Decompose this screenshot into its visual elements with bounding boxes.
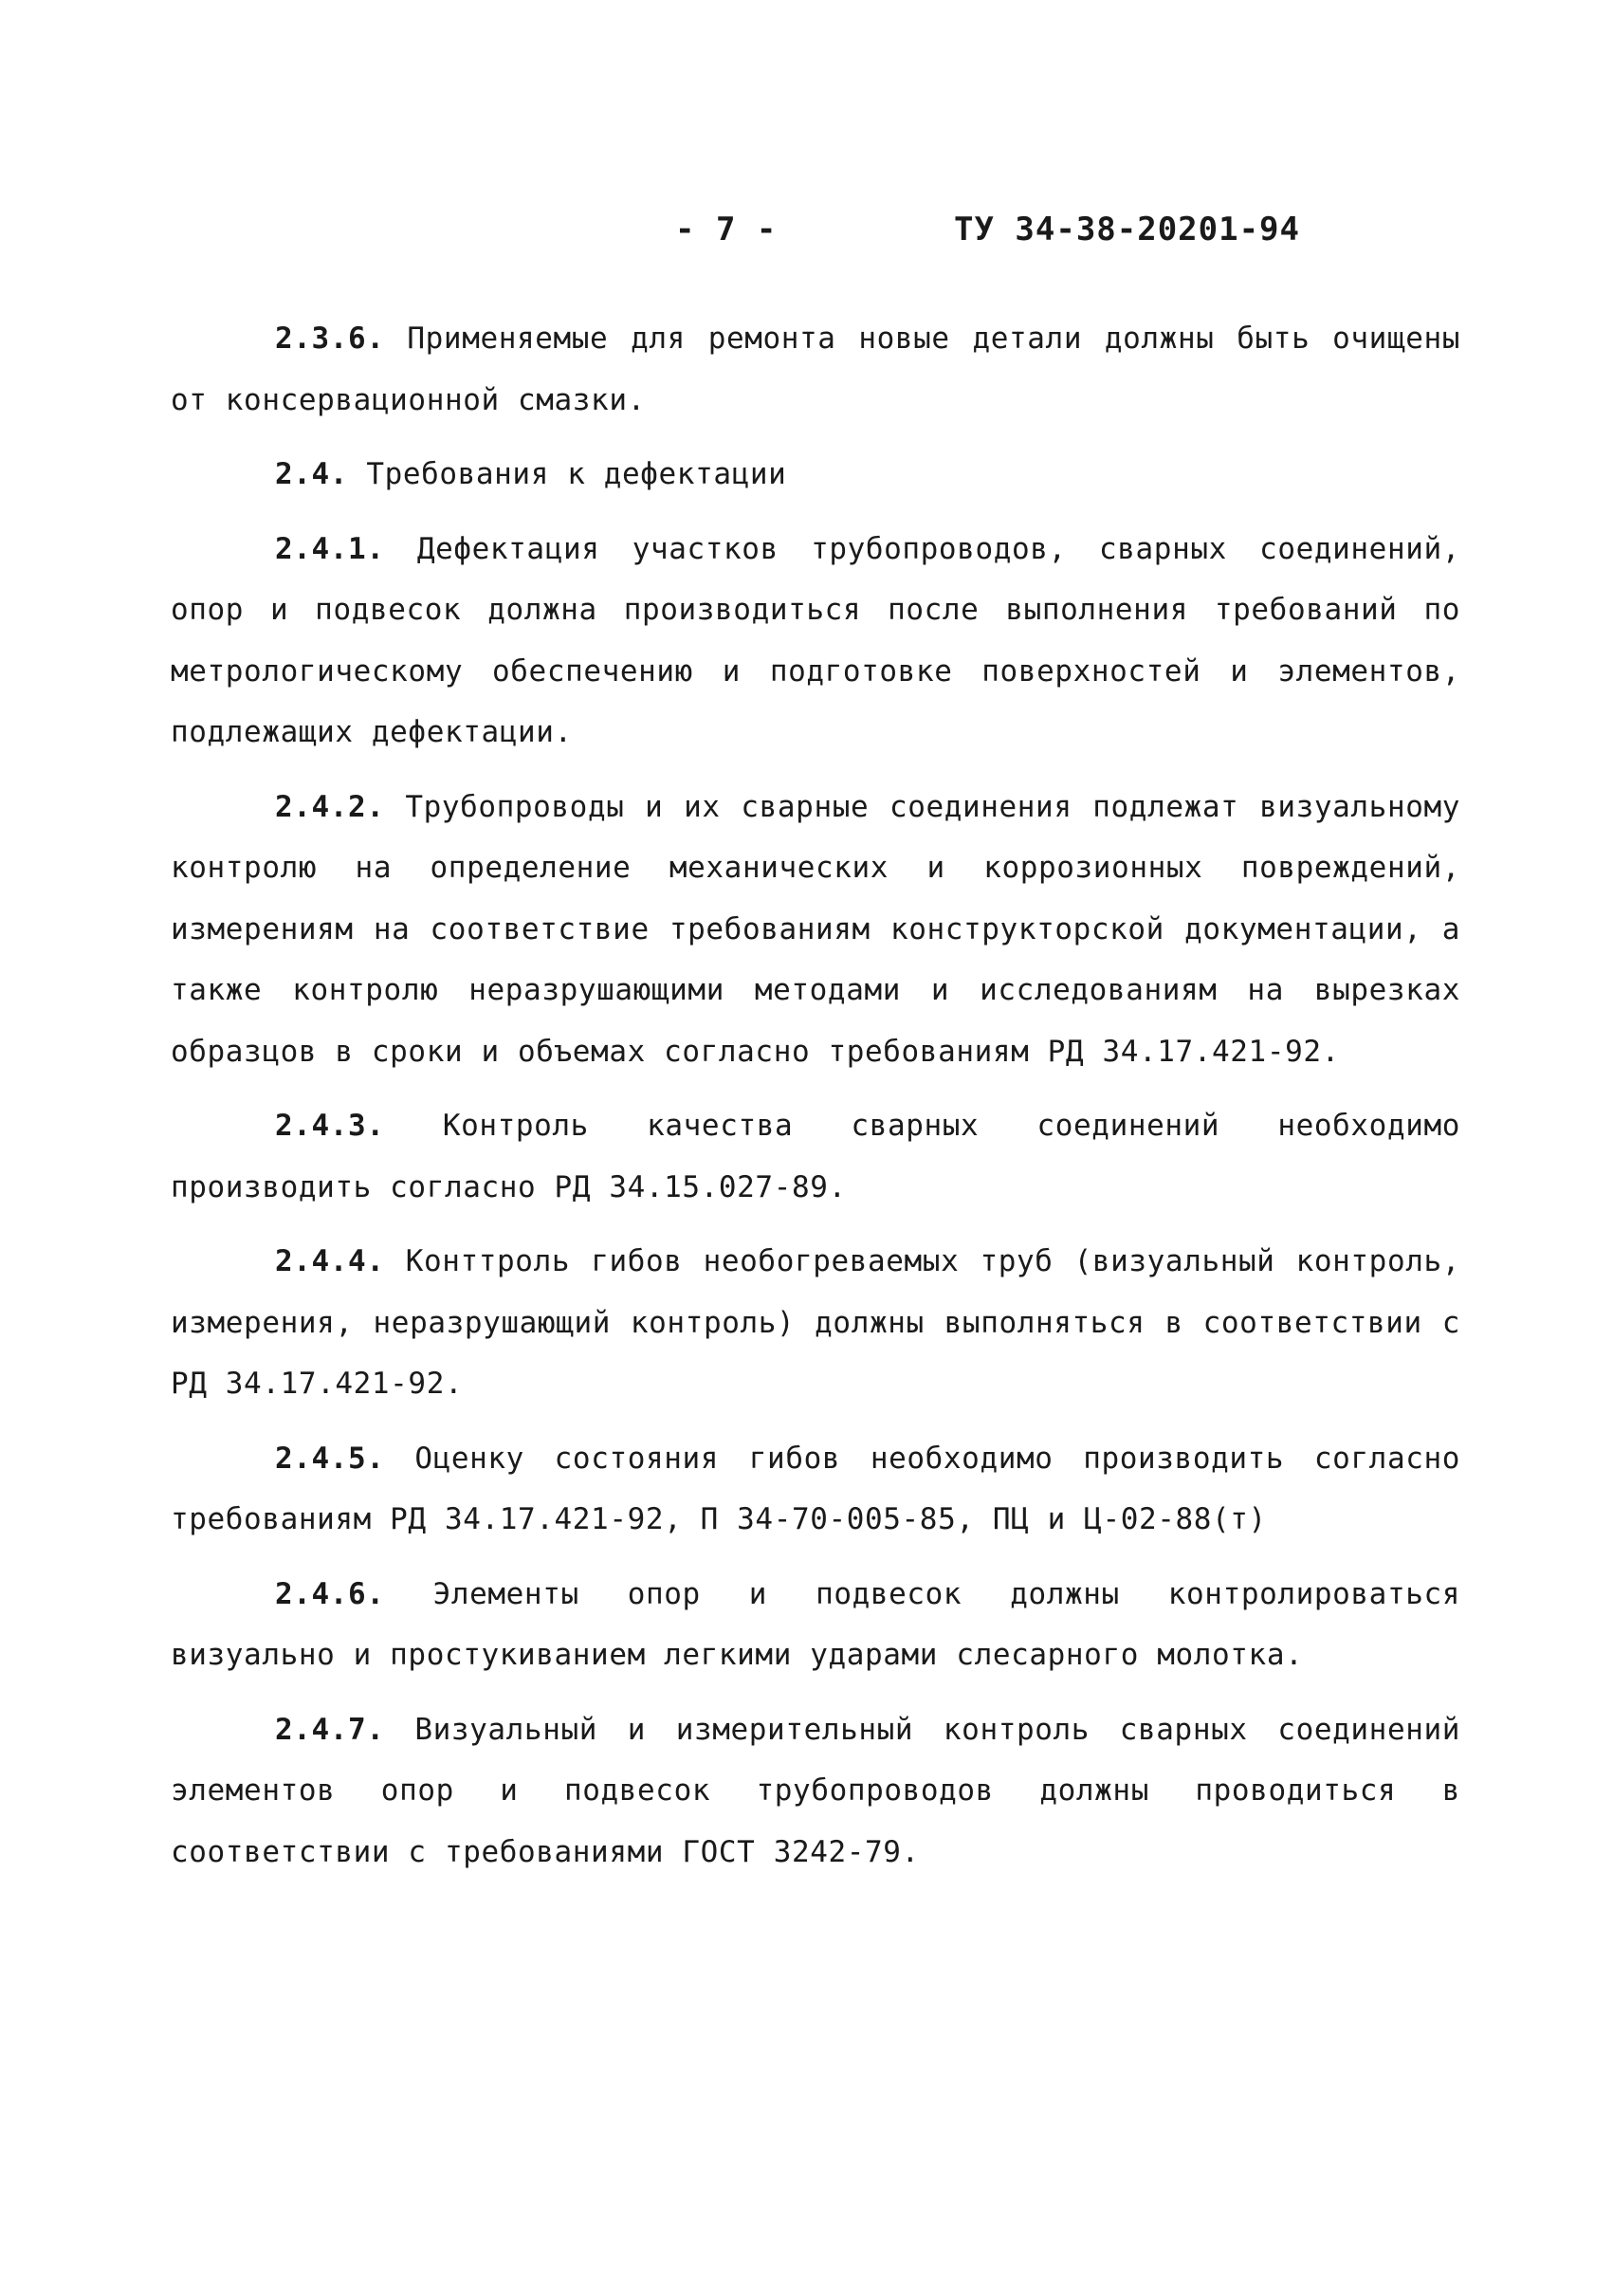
body-text [171,308,1460,1896]
page-number: - 7 - [675,211,778,248]
paragraph-text: Оценку состояния гибов необходимо производить согласно требованиям РД 34.17.421-92, П 34-70-005-85, ПЦ и Ц-02-88(т) [171,1441,1460,1536]
paragraph-number: 2.4.3. [275,1109,385,1143]
paragraph-2-4-3 [171,1095,1460,1218]
paragraph-text: Применяемые для ремонта новые детали должны быть очищены от консервационной смазки. [171,321,1460,417]
page-header [0,211,1613,258]
paragraph-2-4-2 [171,777,1460,1083]
paragraph-text: Визуальный и измерительный контроль сварных соединений элементов опор и подвесок трубопроводов должны проводиться в соответствии с требованиями ГОСТ 3242-79. [171,1712,1460,1869]
paragraph-2-4-4 [171,1231,1460,1415]
paragraph-text: Элементы опор и подвесок должны контролироваться визуально и простукиванием легкими ударами слесарного молотка. [171,1576,1460,1672]
paragraph-number: 2.4.2. [275,789,385,824]
paragraph-text: Контроль качества сварных соединений необходимо производить согласно РД 34.15.027-89. [171,1109,1460,1204]
paragraph-number: 2.4. [275,457,349,491]
paragraph-text: Конттроль гибов необогреваемых труб (визуальный контроль, измерения, неразрушающий контроль) должны выполняться в соответствии с РД 34.17.421-92. [171,1244,1460,1401]
paragraph-text: Трубопроводы и их сварные соединения подлежат визуальному контролю на определение механических и коррозионных повреждений, измерениям на соответствие требованиям конструкторской документации, а также контролю неразрушающими методами и исследованиям на вырезках образцов в сроки и объемах согласно требованиям РД 34.17.421-92. [171,789,1461,1069]
paragraph-number: 2.4.1. [275,531,385,566]
paragraph-2-4-7 [171,1699,1460,1883]
paragraph-text: Дефектация участков трубопроводов, сварных соединений, опор и подвесок должна производиться после выполнения требований по метрологическому обеспечению и подготовке поверхностей и элементов, подлежащих дефектации. [171,531,1461,749]
paragraph-number: 2.4.4. [275,1244,385,1278]
document-code: ТУ 34-38-20201-94 [954,211,1300,248]
section-title: Требования к дефектации [366,457,787,491]
paragraph-2-4-5 [171,1428,1460,1551]
paragraph-2-4-1 [171,519,1460,763]
section-heading-2-4 [171,444,1460,505]
paragraph-2-4-6 [171,1564,1460,1686]
paragraph-number: 2.4.5. [275,1441,385,1476]
paragraph-number: 2.4.6. [275,1576,385,1611]
paragraph-number: 2.3.6. [275,321,385,356]
paragraph-2-3-6 [171,308,1460,431]
paragraph-number: 2.4.7. [275,1712,385,1747]
